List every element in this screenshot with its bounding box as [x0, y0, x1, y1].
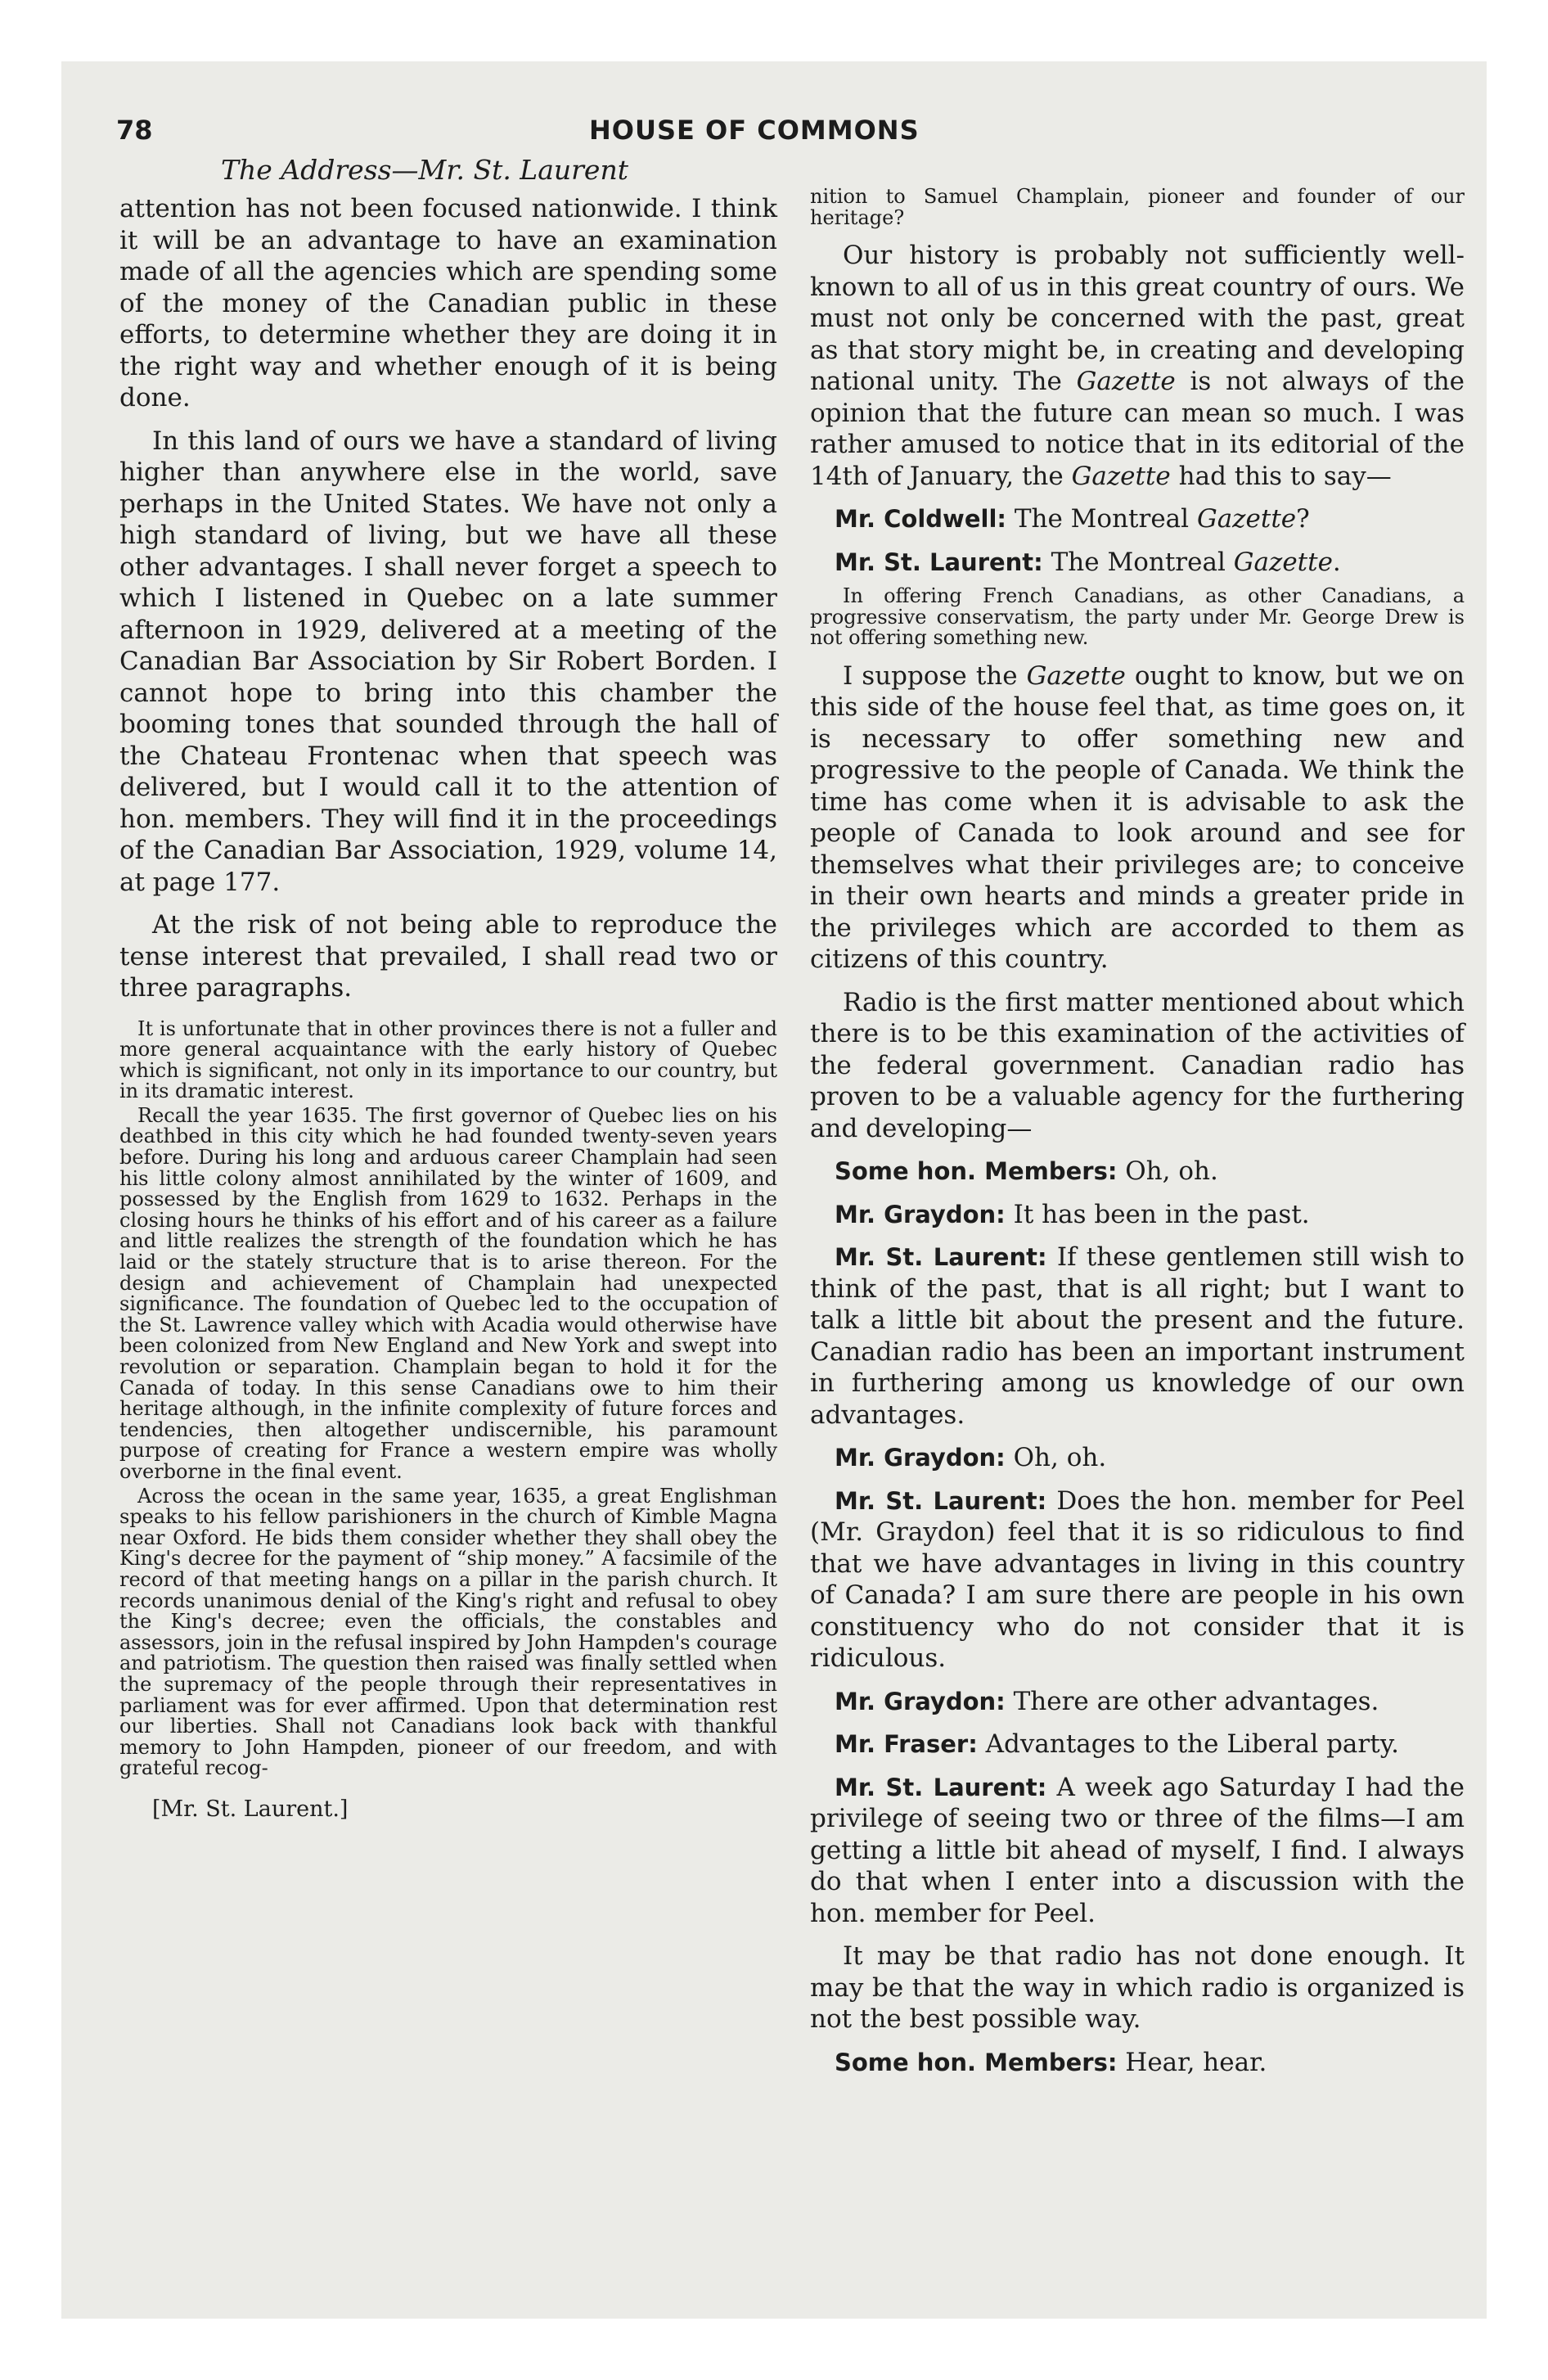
speaker-name: Mr. Graydon: [835, 1687, 1006, 1715]
speech: Mr. St. Laurent: Does the hon. member for Peel (Mr. Graydon) feel that it is so ridiculous to find that we have advantages in living in this country of Canada? I am sure there are people in his own constituency who do not consider that it is ridiculous. [810, 1485, 1465, 1674]
speech: Mr. Graydon: Oh, oh. [835, 1443, 1107, 1473]
paragraph: In this land of ours we have a standard of living higher than anywhere else in the world, save perhaps in the United States. We have not only a high standard of living, but we have all these other advantages. I shall never forget a speech to which I listened in Quebec on a late summer afternoon in 1929, delivered at a meeting of the Canadian Bar Association by Sir Robert Borden. I cannot hope to bring into this chamber the booming tones that sounded through the hall of the Chateau Frontenac when that speech was delivered, but I would call it to the attention of hon. members. They will find it in the proceedings of the Canadian Bar Association, 1929, volume 14, at page 177. [119, 426, 777, 897]
speaker-name: Mr. Coldwell: [835, 505, 1006, 534]
paragraph: At the risk of not being able to reproduce the tense interest that prevailed, I shall read two or three paragraphs. [119, 910, 777, 1003]
speech: Mr. St. Laurent: A week ago Saturday I had the privilege of seeing two or three of the films—I am getting a little bit ahead of myself, I find. I always do that when I enter into a discussion with the hon. member for Peel. [810, 1772, 1465, 1928]
speaker-name: Mr. St. Laurent: [835, 1243, 1047, 1272]
quotation: Recall the year 1635. The first governor of Quebec lies on his deathbed in this city which he had founded twenty-seven years before. During his long and arduous career Champlain had seen his little colony almost annihilated by the winter of 1609, and possessed by the English from 1629 to 1632. Perhaps in the closing hours he thinks of his effort and of his career as a failure and little realizes the strength of the foundation which he has laid or the stately structure that is to arise thereon. For the design and achievement of Champlain had unexpected significance. The foundation of Quebec led to the occupation of the St. Lawrence valley which with Acadia would otherwise have been colonized from New England and New York and swept into revolution or separation. Champlain began to hold it for the Canada of today. In this sense Canadians owe to him their heritage although, in the infinite complexity of future forces and tendencies, then altogether undiscernible, his paramount purpose of creating for France a western empire was wholly overborne in the final event. [119, 1103, 777, 1483]
right-column [810, 187, 1465, 2078]
speech: Mr. Fraser: Advantages to the Liberal party. [835, 1729, 1399, 1760]
left-column [119, 193, 777, 1825]
quotation: Across the ocean in the same year, 1635, a great Englishman speaks to his fellow parishioners in the church of Kimble Magna near Oxford. He bids them consider whether they shall obey the King's decree for the payment of “ship money.” A facsimile of the record of that meeting hangs on a pillar in the parish church. It records unanimous denial of the King's right and refusal to obey the King's decree; even the officials, the constables and assessors, join in the refusal inspired by John Hampden's courage and patriotism. The question then raised was finally settled when the supremacy of the people through their representatives in parliament was for ever affirmed. Upon that determination rest our liberties. Shall not Canadians look back with thankful memory to John Hampden, pioneer of our freedom, and with grateful recog- [119, 1484, 777, 1780]
speech: Mr. St. Laurent: If these gentlemen still wish to think of the past, that is all right; but I want to talk a little bit about the present and the future. Canadian radio has been an important instrument in furthering among us knowledge of our own advantages. [810, 1242, 1465, 1430]
paragraph: I suppose the Gazette ought to know, but we on this side of the house feel that, as time goes on, it is necessary to offer something new and progressive to the people of Canada. We think the time has come when it is advisable to ask the people of Canada to look around and see for themselves what their privileges are; to conceive in their own hearts and minds a greater pride in the privileges which are accorded to them as citizens of this country. [810, 660, 1465, 975]
speaker-name: Mr. Graydon: [835, 1200, 1006, 1228]
speaker-name: Some hon. Members: [835, 2048, 1118, 2076]
speaker-trailer: [Mr. St. Laurent.] [152, 1796, 349, 1822]
speaker-name: Mr. St. Laurent: [835, 1486, 1047, 1515]
speech: Mr. St. Laurent: The Montreal Gazette. [835, 547, 1341, 577]
quotation: In offering French Canadians, as other Canadians, a progressive conservatism, the party under Mr. George Drew is not offering something new. [810, 584, 1465, 650]
quotation: nition to Samuel Champlain, pioneer and founder of our heritage? [810, 185, 1465, 229]
running-head: HOUSE OF COMMONS [589, 115, 920, 146]
paragraph: attention has not been focused nationwide. I think it will be an advantage to have an examination made of all the agencies which are spending some of the money of the Canadian public in these efforts, to determine whether they are doing it in the right way and whether enough of it is being done. [119, 194, 777, 412]
subhead: The Address—Mr. St. Laurent [221, 154, 628, 186]
speech: Mr. Graydon: It has been in the past. [835, 1199, 1310, 1229]
speech: Mr. Coldwell: The Montreal Gazette? [835, 504, 1310, 534]
speech: Some hon. Members: Hear, hear. [835, 2047, 1267, 2077]
paragraph: Radio is the first matter mentioned about which there is to be this examination of the activities of the federal government. Canadian radio has proven to be a valuable agency for the furthering and developing— [810, 987, 1465, 1143]
speaker-name: Mr. St. Laurent: [835, 548, 1043, 576]
speaker-name: Mr. Graydon: [835, 1444, 1006, 1472]
paragraph: Our history is probably not sufficiently well-known to all of us in this great country of ours. We must not only be concerned with the past, great as that story might be, in creating and developing national unity. The Gazette is not always of the opinion that the future can mean so much. I was rather amused to notice that in its editorial of the 14th of January, the Gazette had this to say— [810, 241, 1465, 491]
speech: Some hon. Members: Oh, oh. [835, 1156, 1218, 1187]
paragraph: It may be that radio has not done enough. It may be that the way in which radio is organized is not the best possible way. [810, 1941, 1465, 2035]
speaker-name: Mr. St. Laurent: [835, 1773, 1047, 1801]
speech: Mr. Graydon: There are other advantages. [835, 1686, 1379, 1716]
quotation: It is unfortunate that in other provinces there is not a fuller and more general acquaintance with the early history of Quebec which is significant, not only in its importance to our country, but in its dramatic interest. [119, 1016, 777, 1103]
speaker-name: Mr. Fraser: [835, 1730, 978, 1759]
page-number: 78 [116, 115, 153, 146]
speaker-name: Some hon. Members: [835, 1157, 1118, 1186]
